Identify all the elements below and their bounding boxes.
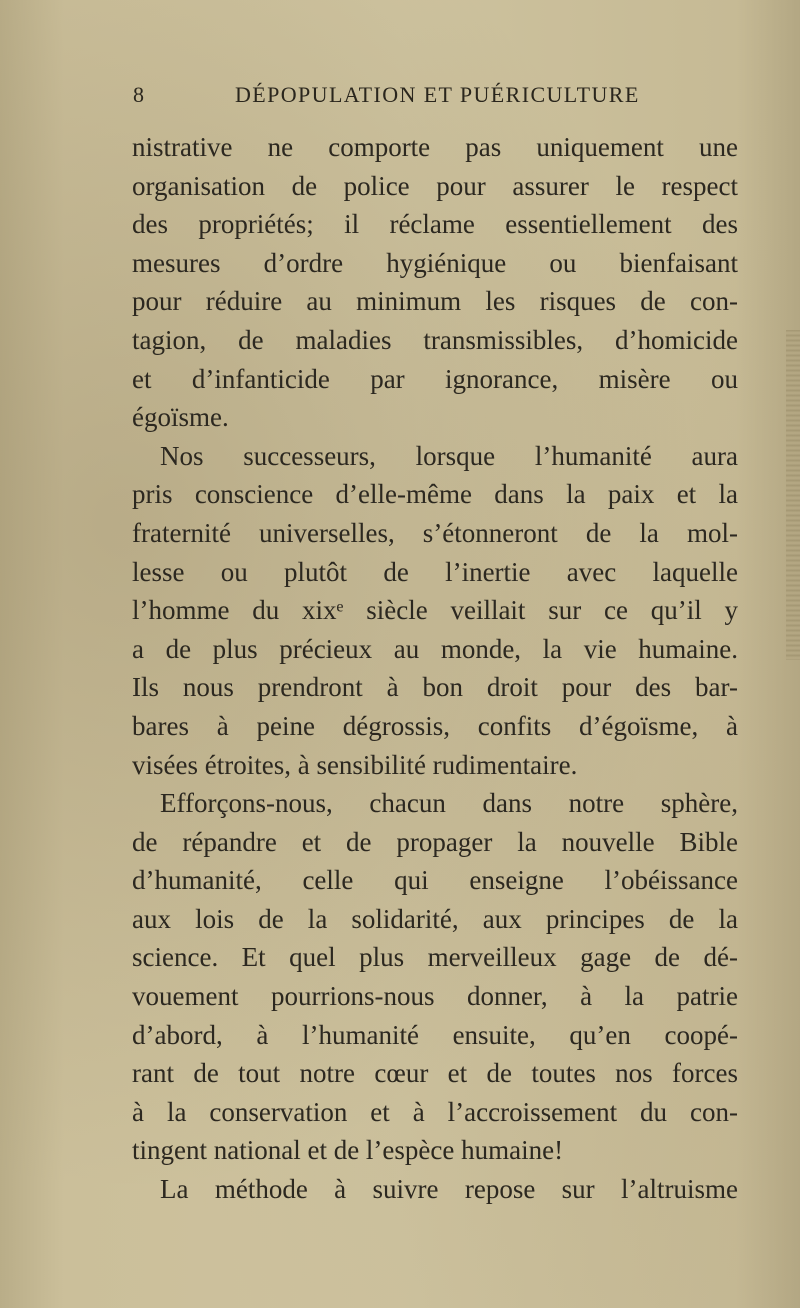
text-line: l’homme du xixᵉ siècle veillait sur ce qu’il y — [132, 595, 738, 626]
text-line: tagion, de maladies transmissibles, d’homicide — [132, 324, 738, 355]
body-text — [132, 128, 738, 1209]
text-line: La méthode à suivre repose sur l’altruisme — [160, 1174, 738, 1205]
text-line: nistrative ne comporte pas uniquement une — [132, 132, 738, 162]
text-line: a de plus précieux au monde, la vie humaine. — [132, 633, 738, 664]
text-line: d’humanité, celle qui enseigne l’obéissance — [132, 865, 738, 896]
text-line: Ils nous prendront à bon droit pour des bar- — [132, 672, 738, 703]
text-line: tingent national et de l’espèce humaine! — [132, 1135, 564, 1166]
text-line: Efforçons-nous, chacun dans notre sphère, — [160, 788, 738, 819]
text-line: de répandre et de propager la nouvelle Bible — [132, 826, 738, 857]
text-line: pris conscience d’elle-même dans la paix et la — [132, 479, 738, 510]
text-line: pour réduire au minimum les risques de con- — [132, 286, 738, 317]
text-line: mesures d’ordre hygiénique ou bienfaisant — [132, 247, 738, 278]
text-line: bares à peine dégrossis, confits d’égoïsme, à — [132, 710, 738, 741]
running-title: DÉPOPULATION ET PUÉRICULTURE — [235, 82, 640, 107]
text-line: égoïsme. — [132, 402, 229, 433]
text-line: organisation de police pour assurer le respect — [132, 170, 738, 201]
text-line: lesse ou plutôt de l’inertie avec laquelle — [132, 556, 738, 587]
page-edge-shadow — [786, 330, 800, 660]
text-line: Nos successeurs, lorsque l’humanité aura — [160, 440, 738, 471]
text-line: des propriétés; il réclame essentiellement des — [132, 209, 738, 240]
page-number: 8 — [133, 82, 145, 107]
text-line: d’abord, à l’humanité ensuite, qu’en coopé- — [132, 1019, 738, 1050]
text-line: à la conservation et à l’accroissement du con- — [132, 1096, 738, 1127]
page-header — [133, 78, 733, 112]
text-line: visées étroites, à sensibilité rudimentaire. — [132, 749, 578, 780]
text-line: aux lois de la solidarité, aux principes de la — [132, 903, 738, 934]
text-line: fraternité universelles, s’étonneront de la mol- — [132, 517, 738, 548]
text-line: science. Et quel plus merveilleux gage de dé- — [132, 942, 738, 973]
text-line: rant de tout notre cœur et de toutes nos forces — [132, 1058, 738, 1089]
text-line: et d’infanticide par ignorance, misère ou — [132, 363, 738, 394]
text-line: vouement pourrions-nous donner, à la patrie — [132, 981, 738, 1012]
